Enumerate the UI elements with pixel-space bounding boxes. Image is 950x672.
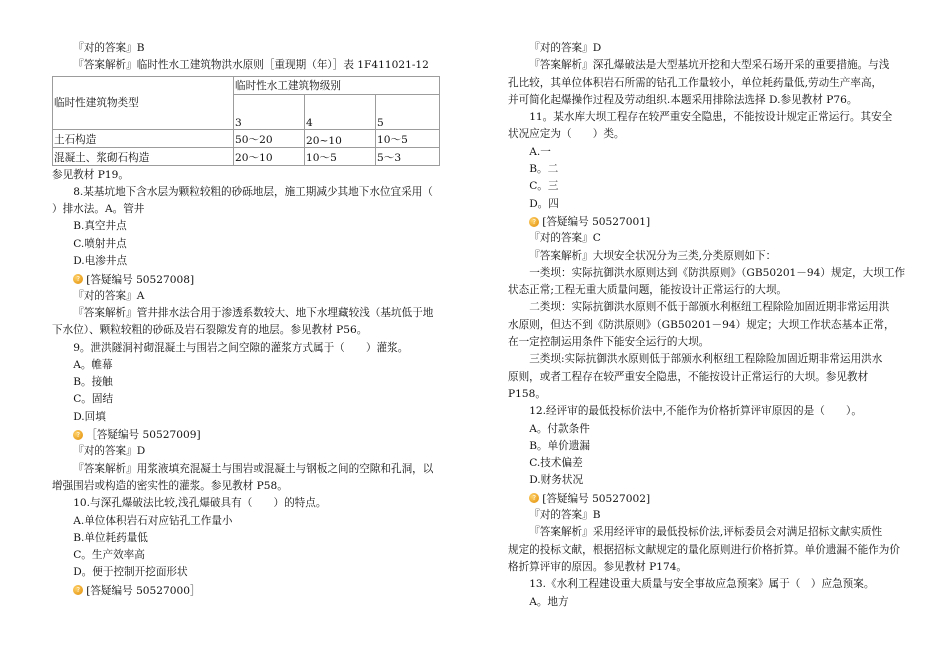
- flood-standard-table: [52, 76, 440, 166]
- q9-analysis: 『答案解析』用浆液填充混凝土与围岩或混凝土与钢板之间的空隙和孔洞，以: [73, 462, 434, 475]
- q9-option-d: D.回填: [73, 410, 106, 423]
- q8-analysis: 『答案解析』管井排水法合用于渗透系数较大、地下水埋藏较浅（基坑低于地: [73, 306, 434, 319]
- q11-option-c: C。三: [529, 180, 559, 193]
- q8-option-b: B.真空井点: [73, 220, 127, 233]
- q7-analysis: 『答案解析』临时性水工建筑物洪水原则［重现期（年）］表 1F411021-12: [73, 59, 429, 72]
- q11-answer: 『对的答案』C: [529, 232, 601, 245]
- q12-option-d: D.财务状况: [529, 474, 584, 487]
- q11-question-id[interactable]: ? [答疑编号 50527001]: [508, 213, 916, 230]
- q11-option-d: D。四: [529, 197, 559, 210]
- table-group-header: 临时性水工建筑物级别: [234, 77, 439, 94]
- q9-stem: 9。泄洪隧洞衬砌混凝土与围岩之间空隙的灌浆方式属于（ ）灌浆。: [73, 341, 409, 354]
- q11-option-a: A.一: [529, 145, 551, 158]
- q9-option-b: B。接触: [73, 376, 113, 389]
- q8-option-c: C.喷射井点: [73, 237, 127, 250]
- q9-option-a: A。帷幕: [73, 358, 113, 371]
- q8-analysis-cont: 下水位）、颗粒较粗的砂砾及岩石裂隙发育的地层。参见教材 P56。: [52, 324, 368, 337]
- table-cell-type: 混凝土、浆砌石构造: [53, 148, 233, 165]
- q10-answer: 『对的答案』D: [529, 42, 602, 54]
- q11-class3-cont: P158。: [508, 387, 546, 400]
- q9-option-c: C。固结: [73, 393, 114, 406]
- table-row-header: 临时性建筑物类型: [53, 77, 233, 129]
- q10-question-id[interactable]: ? [答疑编号 50527000］: [52, 582, 462, 599]
- table-level-5: 5: [376, 95, 439, 129]
- q10-option-c: C。生产效率高: [73, 549, 145, 562]
- q8-stem-cont: ）排水法。A。管井: [52, 203, 145, 216]
- q11-class2-cont: 水原则，但达不到《防洪原则》（GB50201－94）规定；大坝工作状态基本正常，: [508, 318, 895, 331]
- q11-stem-cont: 状况应定为（ ）类。: [508, 128, 625, 141]
- q7-ref: 参见教材 P19。: [52, 168, 129, 181]
- q9-question-id[interactable]: ? ［答疑编号 50527009]: [52, 426, 462, 443]
- question-mark-icon[interactable]: ?: [73, 430, 83, 440]
- q11-class1: 一类坝：实际抗御洪水原则达到《防洪原则》（GB50201－94）规定，大坝工作: [529, 266, 906, 279]
- q8-stem: 8.某基坑地下含水层为颗粒较粗的砂砾地层，施工期减少其地下水位宜采用（: [73, 185, 433, 198]
- q12-option-b: B。单价遗漏: [529, 439, 590, 452]
- q13-stem: 13.《水利工程建设重大质量与安全事故应急预案》属于（ ）应急预案。: [529, 578, 875, 591]
- table-cell: 10～5: [305, 148, 375, 165]
- q9-answer: 『对的答案』D: [73, 445, 146, 458]
- table-cell: 20～10: [234, 148, 304, 165]
- q11-stem: 11。某水库大坝工程存在较严重安全隐患，不能按设计规定正常运行。其安全: [529, 111, 893, 124]
- q12-analysis-cont: 格折算评审的原因。参见教材 P174。: [508, 560, 688, 573]
- question-mark-icon[interactable]: ?: [529, 217, 539, 227]
- q8-answer: 『对的答案』A: [73, 289, 145, 302]
- table-level-3: 3: [234, 95, 304, 129]
- q10-analysis-cont: 孔比较，其单位体积岩石所需的钻孔工作量较小，单位耗药量低,劳动生产率高，: [508, 76, 883, 89]
- table-row: [53, 148, 439, 165]
- left-column: [52, 40, 462, 599]
- q12-question-id[interactable]: ? [答疑编号 50527002]: [508, 490, 916, 507]
- q11-class3-cont: 原则，或者工程存在较严重安全隐患，不能按设计正常运行的大坝。参见教材: [508, 370, 869, 383]
- table-cell: 5～3: [376, 148, 439, 165]
- question-mark-icon[interactable]: ?: [73, 585, 83, 595]
- q12-option-a: A。付款条件: [529, 422, 590, 435]
- question-mark-icon[interactable]: ?: [73, 274, 83, 284]
- q12-analysis: 『答案解析』采用经评审的最低投标价法,评标委员会对满足招标文献实质性: [529, 526, 883, 539]
- q11-class3: 三类坝:实际抗御洪水原则低于部颁水利枢纽工程除险加固近期非常运用洪水: [529, 353, 883, 366]
- q10-option-b: B.单位耗药量低: [73, 531, 148, 544]
- q12-stem: 12.经评审的最低投标价法中,不能作为价格折算评审原因的是（ ）。: [529, 405, 862, 418]
- q10-analysis-cont: 并可简化起爆操作过程及劳动组织.本题采用排除法选择 D.参见教材 P76。: [508, 93, 858, 106]
- table-level-4: 4: [305, 95, 375, 129]
- table-cell: 50～20: [234, 130, 304, 147]
- q8-option-d: D.电渗井点: [73, 255, 128, 268]
- table-cell: 10～5: [376, 130, 439, 147]
- q8-question-id[interactable]: ? [答疑编号 50527008]: [52, 270, 462, 287]
- q11-class2-cont: 在一定控制运用条件下能安全运行的大坝。: [508, 336, 710, 349]
- q10-analysis: 『答案解析』深孔爆破法是大型基坑开挖和大型采石场开采的重要措施。与浅: [529, 59, 890, 72]
- q13-option-a: A。地方: [529, 595, 569, 608]
- q12-option-c: C.技术偏差: [529, 457, 583, 470]
- q11-class1-cont: 状态正常;工程无重大质量问题，能按设计正常运行的大坝。: [508, 284, 788, 297]
- q12-answer: 『对的答案』B: [529, 509, 601, 522]
- q11-class2: 二类坝：实际抗御洪水原则不低于部颁水利枢纽工程除险加固近期非常运用洪: [529, 301, 890, 314]
- q9-analysis-cont: 增强围岩或构造的密实性的灌浆。参见教材 P58。: [52, 479, 288, 492]
- q12-analysis-cont: 规定的投标文献，根据招标文献规定的量化原则进行价格折算。单价遗漏不能作为价: [508, 543, 900, 556]
- q10-option-d: D。便于控制开挖面形状: [73, 566, 188, 579]
- table-cell: 20~10: [305, 130, 375, 147]
- table-cell-type: 土石构造: [53, 130, 233, 147]
- q10-stem: 10.与深孔爆破法比较,浅孔爆破具有（ ）的特点。: [73, 497, 327, 510]
- q11-analysis: 『答案解析』大坝安全状况分为三类,分类原则如下：: [529, 249, 777, 262]
- q7-answer: 『对的答案』B: [73, 42, 145, 54]
- table-row: [53, 130, 439, 147]
- right-column: [508, 40, 916, 611]
- q10-option-a: A.单位体积岩石对应钻孔工作量小: [73, 514, 233, 527]
- q11-option-b: B。二: [529, 163, 559, 176]
- question-mark-icon[interactable]: ?: [529, 493, 539, 503]
